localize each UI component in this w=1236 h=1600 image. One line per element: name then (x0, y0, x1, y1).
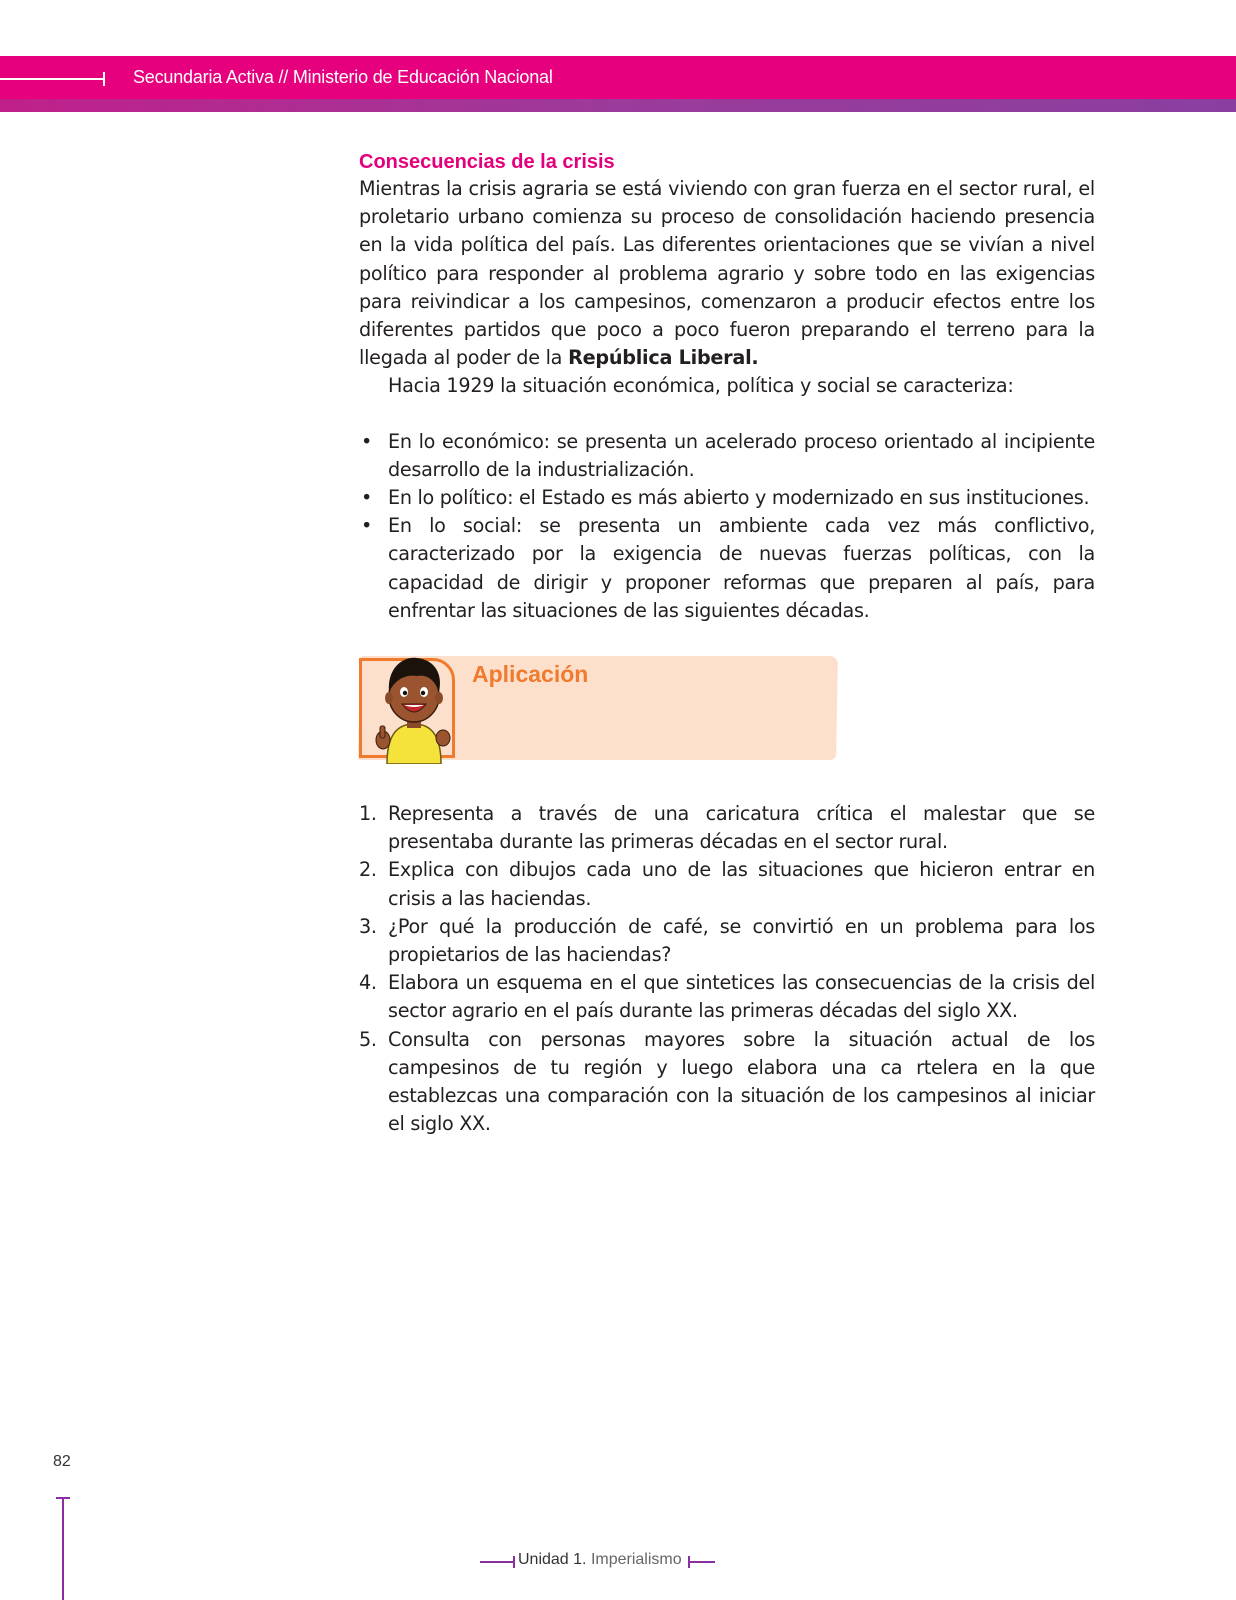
question-number: 1. (359, 802, 377, 825)
list-item (359, 512, 1095, 625)
question-number: 4. (359, 971, 377, 995)
section-paragraph-second: Hacia 1929 la situación económica, política y social se caracteriza: (388, 374, 1014, 398)
student-avatar-icon (373, 652, 455, 764)
question-number: 5. (359, 1027, 377, 1051)
header-title: Secundaria Activa // Ministerio de Educación Nacional (133, 67, 553, 87)
footer-unit-label: Unidad 1. (518, 1551, 587, 1568)
left-rule (62, 1497, 64, 1600)
question-item (359, 969, 1095, 1025)
question-item (359, 800, 1095, 856)
page-header (0, 56, 1236, 99)
question-item (359, 1026, 1095, 1139)
question-item (359, 913, 1095, 969)
list-item-text: En lo económico: se presenta un acelerado proceso orientado al incipiente desarrollo de la industrialización. (388, 429, 1095, 481)
page-number: 82 (53, 1453, 71, 1470)
list-item-text: En lo político: el Estado es más abierto y modernizado en sus instituciones. (388, 486, 1090, 510)
question-number: 3. (359, 914, 377, 938)
question-number: 2. (359, 858, 377, 882)
main-content (359, 150, 1095, 625)
list-item (359, 428, 1095, 484)
aplicacion-title: Aplicación (472, 661, 589, 687)
header-strip (0, 99, 1236, 112)
footer-unit (518, 1551, 682, 1569)
bullet-list (359, 428, 1095, 625)
bullet-icon: • (361, 429, 373, 453)
bullet-icon: • (361, 514, 373, 538)
paragraph-bold-term: República Liberal. (568, 346, 759, 370)
question-text: Representa a través de una caricatura crítica el malestar que se presentaba durante las primeras décadas en el sector rural. (388, 802, 1095, 854)
question-item (359, 856, 1095, 912)
header-rule (0, 78, 104, 80)
aplicacion-box (359, 652, 839, 764)
questions-list (359, 800, 1095, 1138)
section-title: Consecuencias de la crisis (359, 151, 615, 173)
footer-unit-name: Imperialismo (590, 1551, 682, 1568)
footer-rule-left (480, 1561, 514, 1563)
list-item-text: En lo social: se presenta un ambiente cada vez más conflictivo, caracterizado por la exigencia de nuevas fuerzas políticas, con la capacidad de dirigir y proponer reformas que preparen al país, para enfrentar las situaciones de las siguientes décadas. (388, 514, 1095, 622)
list-item (359, 484, 1095, 512)
question-text: Explica con dibujos cada uno de las situaciones que hicieron entrar en crisis a las haciendas. (388, 858, 1095, 910)
header-rule-tick (103, 72, 105, 86)
question-text: Consulta con personas mayores sobre la situación actual de los campesinos de tu región y luego elabora una ca rtelera en la que establezcas una comparación con la situación de los campesinos al iniciar el siglo XX. (388, 1027, 1095, 1136)
paragraph-main-text: Mientras la crisis agraria se está viviendo con gran fuerza en el sector rural, el proletario urbano comienza su proceso de consolidación haciendo presencia en la vida política del país. Las diferentes orientaciones que se vivían a nivel político para responder al problema agrario y sobre todo en las exigencias para reivindicar a los campesinos, comenzaron a producir efectos entre los diferentes partidos que poco a poco fueron preparando el terreno para la llegada al poder de la (359, 177, 1095, 370)
footer-tick-left (513, 1556, 515, 1568)
question-text: ¿Por qué la producción de café, se convirtió en un problema para los propietarios de las haciendas? (388, 914, 1095, 967)
question-text: Elabora un esquema en el que sintetices las consecuencias de la crisis del sector agrario en el país durante las primeras décadas del siglo XX. (388, 971, 1095, 1023)
bullet-icon: • (361, 486, 373, 510)
footer-rule-right (689, 1561, 715, 1563)
section-paragraph (359, 175, 1095, 372)
